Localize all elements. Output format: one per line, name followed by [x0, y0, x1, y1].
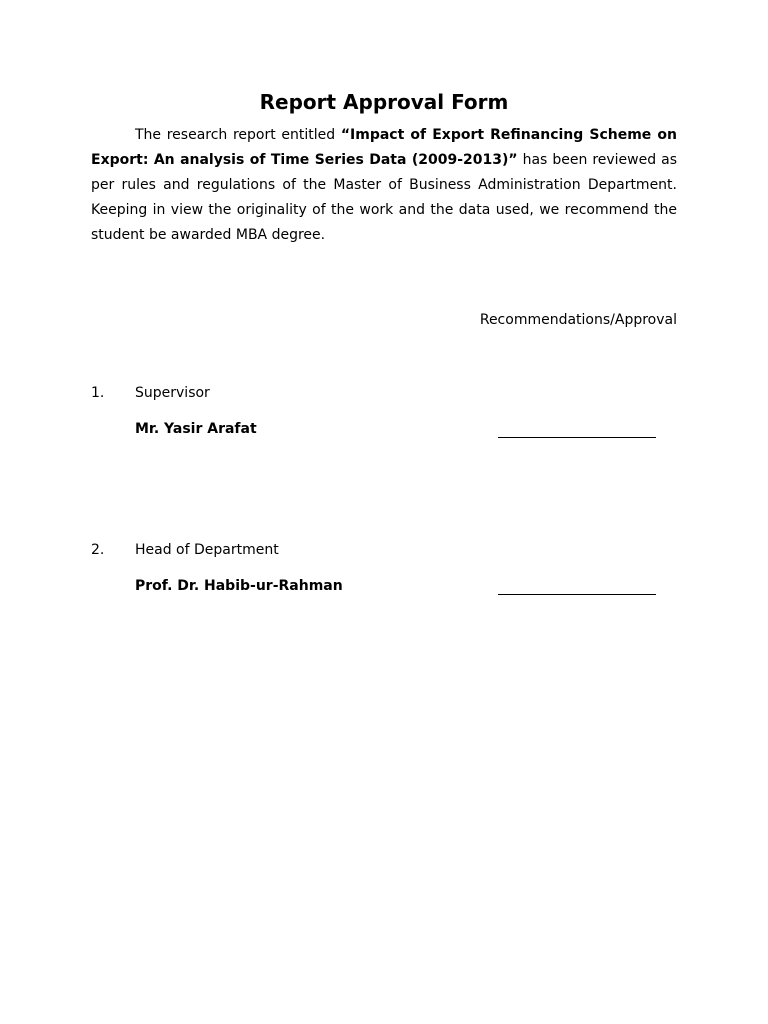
- document-title: Report Approval Form: [259, 90, 509, 114]
- approver-2-number: 2.: [91, 542, 105, 558]
- approver-2-role: Head of Department: [135, 542, 279, 558]
- body-paragraph: [91, 123, 677, 248]
- approver-1-name: Mr. Yasir Arafat: [135, 421, 257, 437]
- approver-1-role: Supervisor: [135, 385, 210, 401]
- approver-2-name: Prof. Dr. Habib-ur-Rahman: [135, 578, 343, 594]
- approver-1-number: 1.: [91, 385, 105, 401]
- report-title: “Impact of Export Refinancing Scheme on Export: An analysis of Time Series Data (2009-2013)”: [91, 127, 677, 168]
- paragraph-intro: The research report entitled: [135, 127, 341, 143]
- approver-2-signature-line: [498, 594, 656, 595]
- recommendations-label: Recommendations/Approval: [479, 312, 677, 328]
- approver-1-signature-line: [498, 437, 656, 438]
- paragraph-body: has been reviewed as per rules and regulations of the Master of Business Administration Department. Keeping in view the originality of the work and the data used, we recommend the student be awarded MBA degree.: [91, 152, 677, 243]
